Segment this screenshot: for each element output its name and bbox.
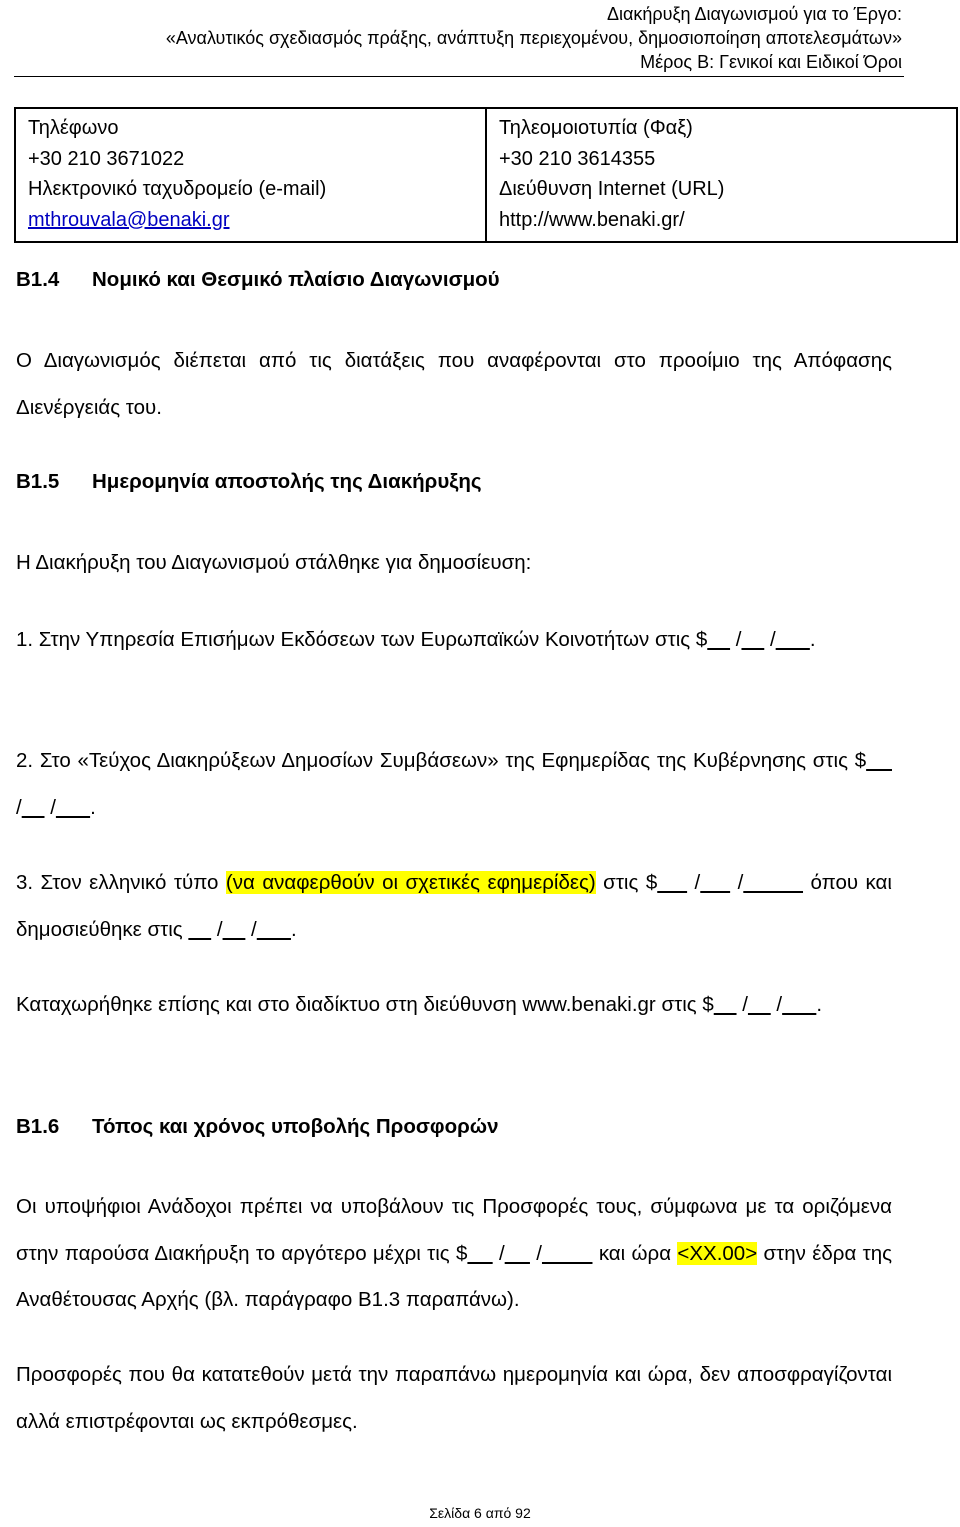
date-blank: [467, 1242, 492, 1265]
phone-value: +30 210 3671022: [28, 147, 185, 170]
contact-table: [14, 107, 958, 243]
date-blank: [782, 993, 816, 1016]
page-header: [166, 2, 902, 74]
section-number: Β1.4: [16, 268, 60, 291]
section-heading-b15: [16, 470, 892, 494]
contact-cell-left: [15, 108, 486, 242]
page-number: Σελίδα 6 από 92: [429, 1505, 531, 1521]
submission-time-label: και ώρα: [598, 1241, 672, 1265]
list-item-2: 2. Στο «Τεύχος Διακηρύξεων Δημοσίων Συμβάσεων» της Εφημερίδας της Κυβέρνησης στις $ / / .: [16, 738, 892, 831]
date-blank: [188, 918, 211, 941]
date-blank: [743, 871, 803, 894]
header-divider: [14, 76, 904, 77]
date-blank: [505, 1242, 530, 1265]
highlighted-note: (να αναφερθούν οι σχετικές εφημερίδες): [225, 871, 596, 894]
date-blank: [223, 918, 246, 941]
header-line-3: Μέρος Β: Γενικοί και Ειδικοί Όροι: [640, 52, 902, 72]
section-number: Β1.6: [16, 1115, 60, 1138]
date-blank: [714, 993, 737, 1016]
fax-label: Τηλεομοιοτυπία (Φαξ): [499, 117, 693, 139]
contact-cell-right: [486, 108, 957, 242]
list-item-3: 3. Στον ελληνικό τύπο (να αναφερθούν οι σχετικές εφημερίδες) στις $ / / όπου και δημοσιεύθηκε στις / / .: [16, 871, 892, 941]
date-blank: [542, 1242, 593, 1265]
phone-label: Τηλέφωνο: [28, 117, 119, 139]
submission-place: στην έδρα της Αναθέτουσας Αρχής (βλ. παράγραφο Β1.3 παραπάνω).: [16, 1241, 892, 1311]
section-heading-b16: [16, 1115, 892, 1139]
list-item-1: 1. Στην Υπηρεσία Επισήμων Εκδόσεων των Ευρωπαϊκών Κοινοτήτων στις $ / / .: [16, 628, 816, 651]
fax-value: +30 210 3614355: [499, 147, 656, 170]
date-blank: [257, 918, 291, 941]
paragraph-web-publication: Καταχωρήθηκε επίσης και στο διαδίκτυο στη διεύθυνση www.benaki.gr στις $ / / .: [16, 993, 823, 1016]
section-title: Τόπος και χρόνος υποβολής Προσφορών: [92, 1115, 499, 1138]
section-title: Ημερομηνία αποστολής της Διακήρυξης: [92, 470, 482, 493]
header-line-2: «Αναλυτικός σχεδιασμός πράξης, ανάπτυξη περιεχομένου, δημοσιοποίηση αποτελεσμάτων»: [165, 28, 902, 48]
highlighted-time: <XX.00>: [677, 1241, 758, 1265]
date-blank: [657, 871, 687, 894]
section-title: Νομικό και Θεσμικό πλαίσιο Διαγωνισμού: [92, 268, 500, 291]
date-blank: [748, 993, 771, 1016]
date-blank: [700, 871, 730, 894]
section-heading-b14: [16, 268, 892, 292]
date-blank: [741, 628, 764, 651]
list-item-3-mid2: όπου και δημοσιεύθηκε στις: [16, 871, 892, 941]
list-item-1-text: 1. Στην Υπηρεσία Επισήμων Εκδόσεων των Ευρωπαϊκών Κοινοτήτων στις $: [16, 628, 708, 651]
email-label: Ηλεκτρονικό ταχυδρομείο (e-mail): [28, 178, 327, 200]
paragraph-legal-framework: Ο Διαγωνισμός διέπεται από τις διατάξεις που αναφέρονται στο προοίμιο της Απόφασης Διενέργειάς του.: [16, 349, 892, 419]
paragraph-late-offers: Προσφορές που θα κατατεθούν μετά την παραπάνω ημερομηνία και ώρα, δεν αποσφραγίζονται αλλά επιστρέφονται ως εκπρόθεσμες.: [16, 1363, 892, 1433]
url-value: http://www.benaki.gr/: [499, 208, 685, 231]
submission-text: Οι υποψήφιοι Ανάδοχοι πρέπει να υποβάλουν τις Προσφορές τους, σύμφωνα με τα οριζόμενα στην παρούσα Διακήρυξη το αργότερο μέχρι τις $: [16, 1195, 892, 1265]
header-line-1: Διακήρυξη Διαγωνισμού για το Έργο:: [606, 4, 902, 24]
list-item-3-text: 3. Στον ελληνικό τύπο: [16, 871, 219, 894]
web-publication-text: Καταχωρήθηκε επίσης και στο διαδίκτυο στη διεύθυνση www.benaki.gr στις $: [16, 993, 714, 1016]
paragraph-submission-deadline: Οι υποψήφιοι Ανάδοχοι πρέπει να υποβάλουν τις Προσφορές τους, σύμφωνα με τα οριζόμενα στην παρούσα Διακήρυξη το αργότερο μέχρι τις $ / / και ώρα <XX.00> στην έδρα της Αναθέτουσας Αρχής (βλ. παράγραφο Β1.3 παραπάνω).: [16, 1195, 892, 1311]
list-item-2-text: 2. Στο «Τεύχος Διακηρύξεων Δημοσίων Συμβάσεων» της Εφημερίδας της Κυβέρνησης στις $: [16, 749, 867, 772]
date-blank: [22, 796, 45, 819]
email-link[interactable]: mthrouvala@benaki.gr: [28, 208, 230, 231]
date-blank: [56, 796, 90, 819]
list-item-3-mid: στις $: [603, 871, 658, 894]
url-label: Διεύθυνση Internet (URL): [499, 178, 725, 200]
date-blank: [707, 628, 730, 651]
date-blank: [776, 628, 810, 651]
paragraph-publication-intro: Η Διακήρυξη του Διαγωνισμού στάλθηκε για δημοσίευση:: [16, 551, 532, 574]
date-blank: [866, 749, 892, 772]
section-number: Β1.5: [16, 470, 60, 493]
